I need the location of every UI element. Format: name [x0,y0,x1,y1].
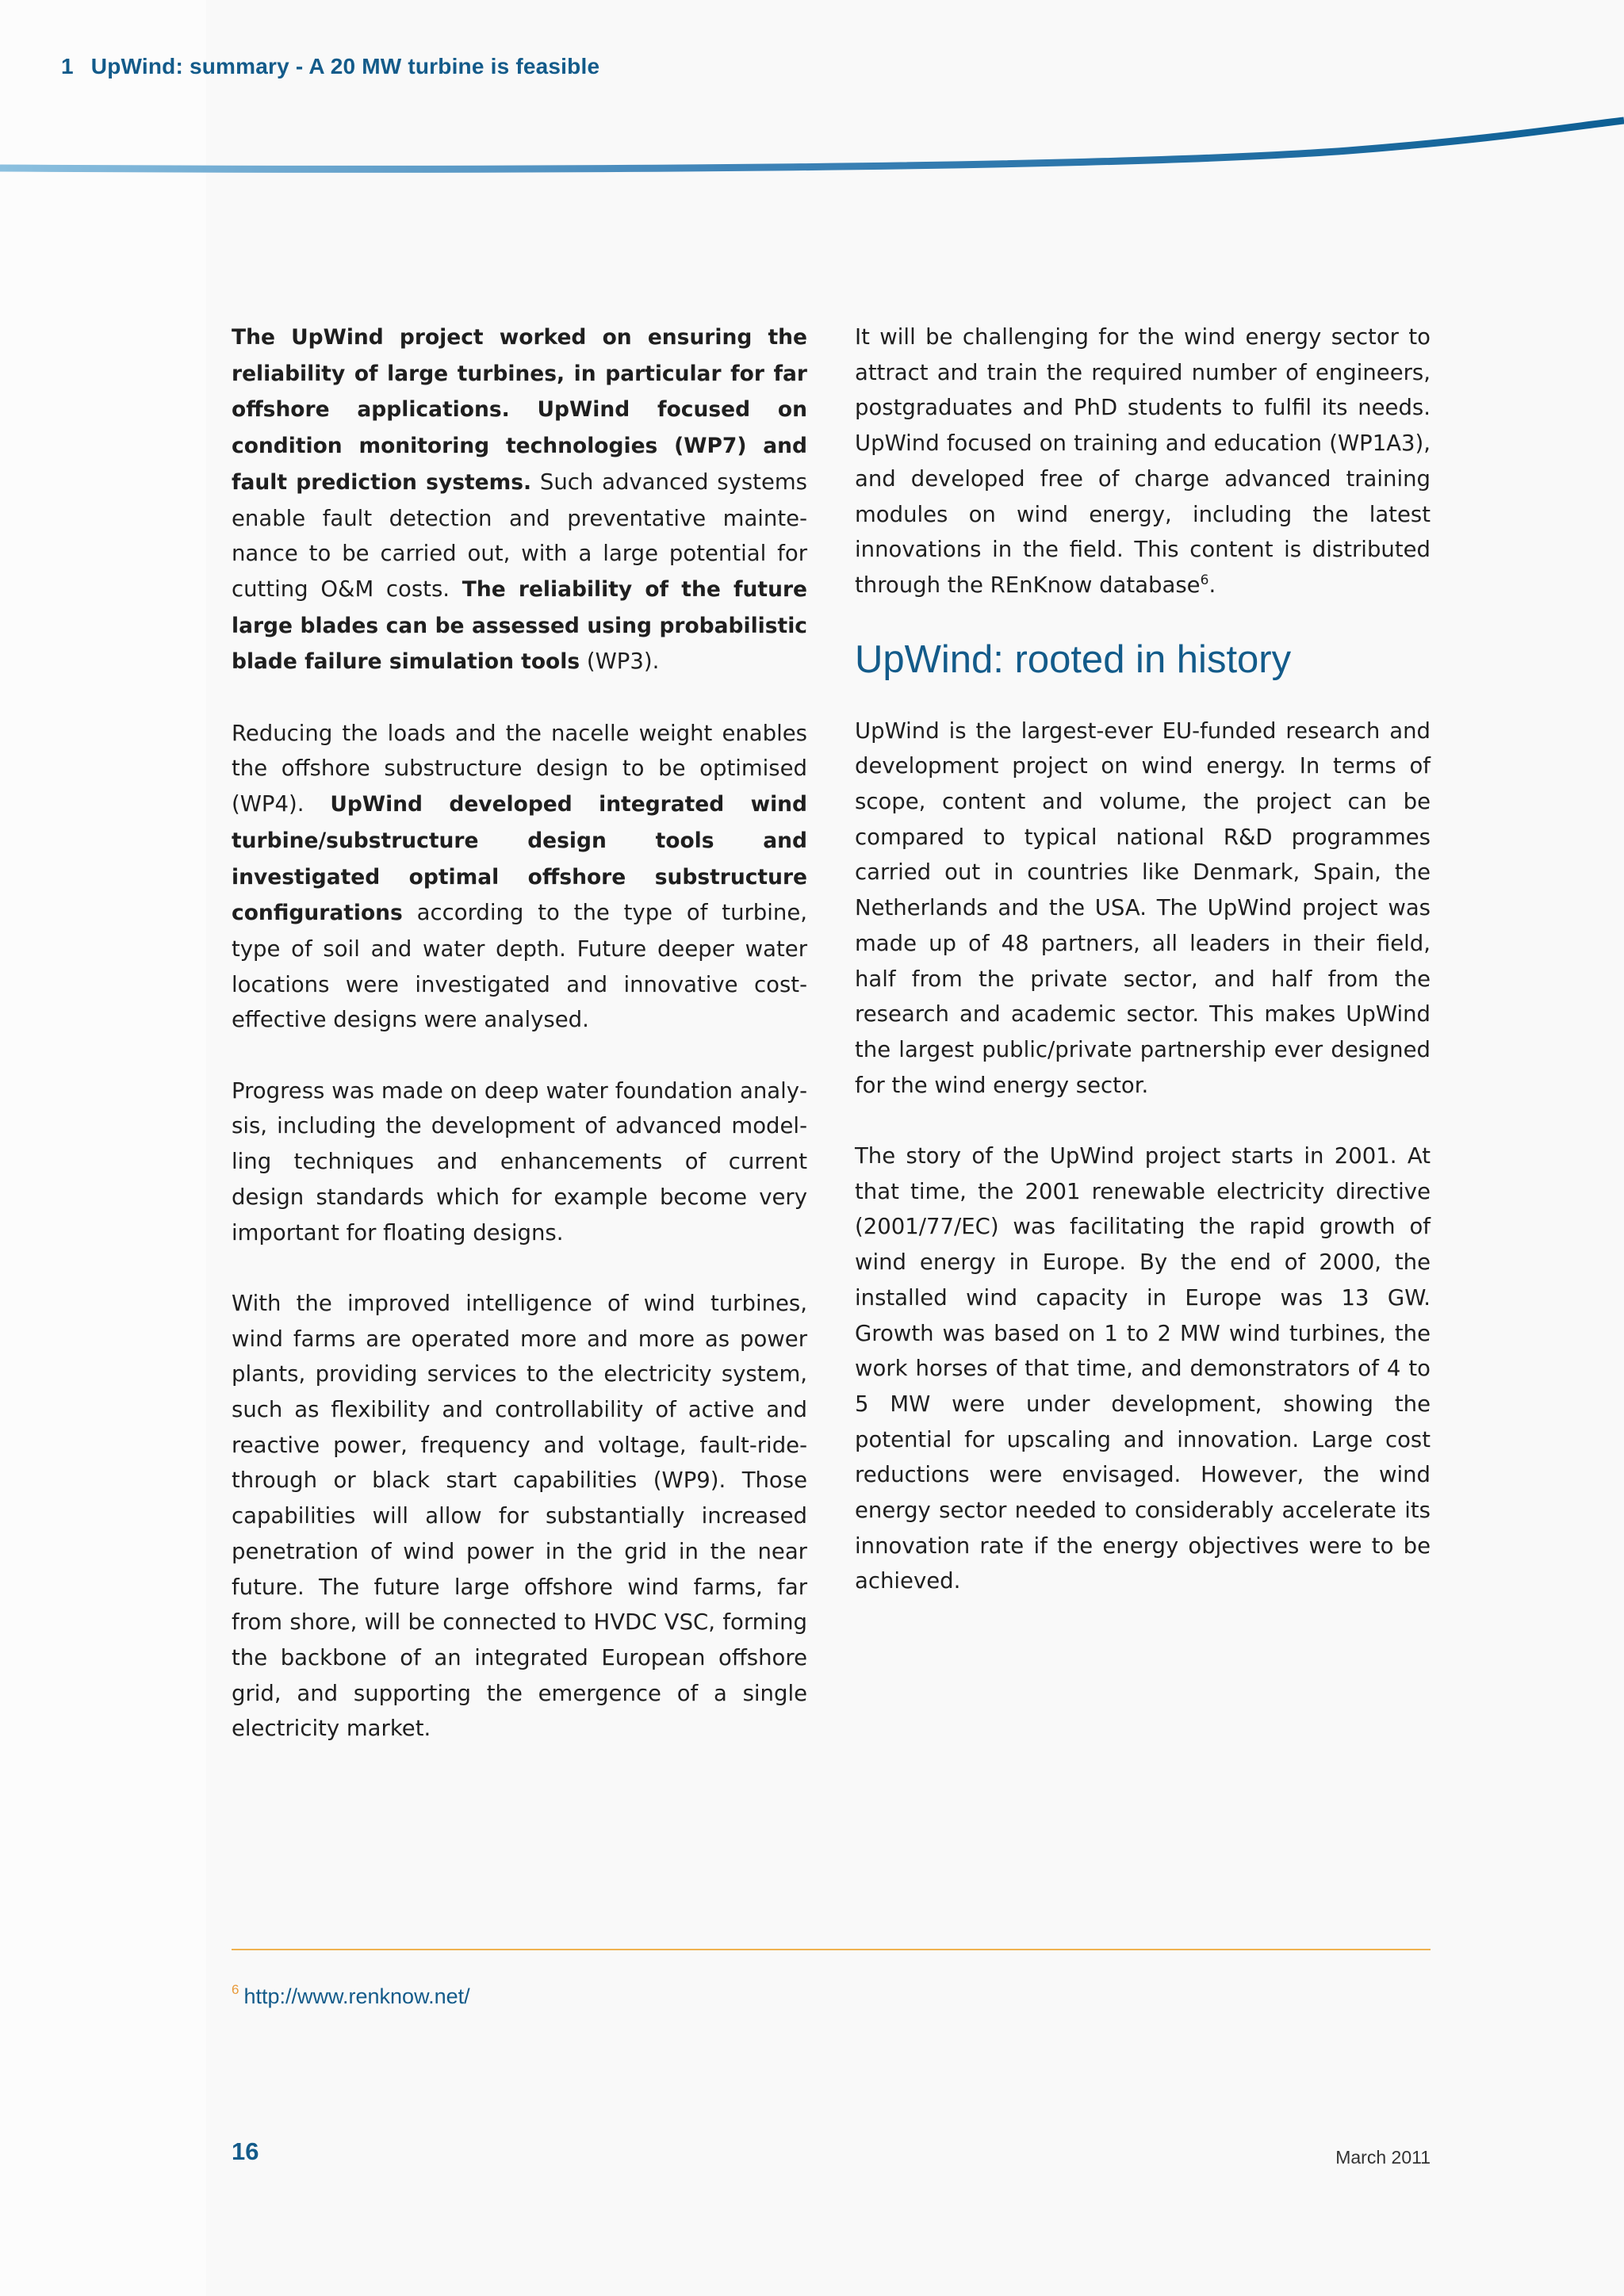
publication-date: March 2011 [1335,2147,1431,2168]
footnote-reference[interactable]: 6 [1200,572,1209,588]
footnote-number: 6 [232,1982,239,1997]
chapter-title: UpWind: summary - A 20 MW turbine is feasible [90,54,600,78]
left-column [232,320,807,1782]
body-text: (WP3). [580,649,660,675]
bold-text: UpWind developed integrated wind turbine/substructure design tools and investigated optimal offshore substructure configurations [232,792,807,926]
right-column [855,320,1431,1635]
paragraph-substructure [232,716,807,1038]
paragraph-history: The story of the UpWind project starts in 2001. At that time, the 2001 renewable electricity directive (2001/77/EC) was facilitating the rapid growth of wind energy in Europe. By the end of 2000, the installed wind capacity in Europe was 13 GW. Growth was based on 1 to 2 MW wind turbines, the work horses of that time, and demonstrators of 4 to 5 MW were under development, showing the potential for upscaling and innovation. Large cost reductions were envisaged. However, the wind energy sector needed to considerably accelerate its innovation rate if the energy objectives were to be achieved. [855,1143,1431,1594]
paragraph-grid-integration: With the improved intelligence of wind turbines, wind farms are operated more and more as power plants, providing services to the electricity system, such as flexibility and controllability of active and reactive power, frequency and voltage, fault-ride-through or black start capabilities (WP9). Those capabilities will allow for substantially increased penetration of wind power in the grid in the near future. The future large offshore wind farms, far from shore, will be connected to HVDC VSC, forming the backbone of an integrated European offshore grid, and supporting the emergence of a single electricity market. [232,1290,807,1742]
paragraph-training [855,320,1431,603]
bold-text: The UpWind project worked on ensuring the reliability of large turbines, in particular for far offshore applications. UpWind focused on condition monitoring technologies (WP7) and fault prediction systems. [232,325,807,495]
body-text: Such advanced systems enable fault detection and preventative maintenance to be carried out, with a large potential for cutting O&M costs. [232,469,807,602]
paragraph-deep-water: Progress was made on deep water foundation analysis, including the development of advanced modelling techniques and enhancements of current design standards which for example become very important for floating designs. [232,1077,807,1246]
header-swoosh-decoration [0,111,1624,190]
footnote-link[interactable]: http://www.renknow.net/ [243,1984,470,2008]
paragraph-largest-project: UpWind is the largest-ever EU-funded research and development project on wind energy. In terms of scope, content and volume, the project can be compared to typical national R&D programmes carried out in countries like Denmark, Spain, the Netherlands and the USA. The UpWind project was made up of 48 partners, all leaders in their field, half from the private sector, and half from the research and academic sector. This makes UpWind the largest public/private partnership ever designed for the wind energy sector. [855,718,1431,1098]
footnote [232,1982,470,2009]
page-number: 16 [232,2137,259,2165]
running-header [61,54,599,79]
body-text: It will be challenging for the wind energy sector to attract and train the required number of engineers, postgraduates and PhD students to fulfil its needs. UpWind focused on training and education (WP1A3), and developed free of charge advanced training modules on wind energy, including the latest innovations in the field. This content is distributed through the REnKnow database [855,324,1431,598]
paragraph-reliability [232,320,807,680]
section-heading: UpWind: rooted in history [855,637,1292,681]
bold-text: The reliability of the future large blades can be assessed using probabilistic blade failure simulation tools [232,576,807,675]
footnote-divider [232,1949,1431,1950]
chapter-number: 1 [61,54,74,78]
body-text: according to the type of turbine, type of soil and water depth. Future deeper water locations were investigated and innovative cost-effective designs were analysed. [232,900,807,1033]
body-text: Reducing the loads and the nacelle weight enables the offshore substructure design to be optimised (WP4). [232,720,807,817]
body-text: . [1208,572,1216,598]
